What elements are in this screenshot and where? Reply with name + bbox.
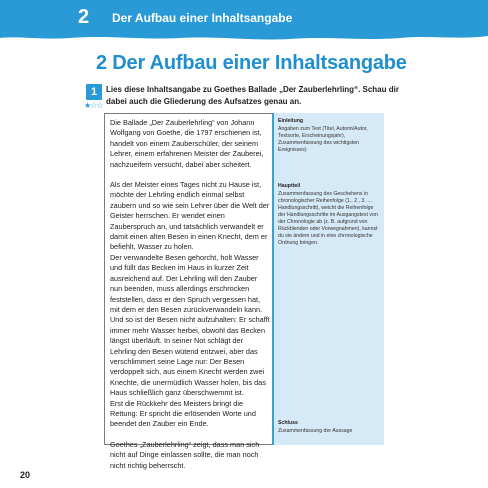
note-hauptteil: Zusammenfassung des Geschehens in chronologischer Reihenfolge (1., 2., 3. … Handlungsschritt), weicht die Reihenfolge der Handlungsschritte im Ausgangstext von der Chronologie ab (z. B. aufgrund von Rückblenden oder Vorwegnahmen), kannst du sie ändern und in eine chronologische Ordnung bringen. — [278, 191, 378, 246]
structure-sidebar — [272, 113, 384, 445]
summary-body-2: Der verwandelte Besen gehorcht, holt Wasser und füllt das Becken im Haus in kurzer Zeit ausreichend auf. Der Lehrling will den Zauber nun beenden, muss allerdings erschrocken feststellen, dass er den Spruch vergessen hat, mit dem er den Besen zurückverwandeln kann. Und so ist der Besen nicht aufzuhalten: Er schafft immer mehr Wasser herbei, obwohl das Becken längst überläuft. In seiner Not schlägt der Lehrling den Besen wütend entzwei, aber das verschlimmert seine Lage nur: Der Besen verdoppelt sich, aus einem Knecht werden zwei Knechte, die unermüdlich Wasser holen, bis das Haus schließlich ganz überschwemmt ist. — [110, 252, 270, 398]
note-schluss: Zusammenfassung der Aussage — [278, 428, 353, 434]
chapter-header-band — [0, 0, 488, 36]
summary-conclusion: Goethes „Zauberlehrling“ zeigt, dass man sich nicht auf Dinge einlassen sollte, die man noch nicht richtig beherrscht. — [110, 439, 260, 470]
chapter-number: 2 — [78, 6, 90, 28]
chapter-title: Der Aufbau einer Inhaltsangabe — [112, 11, 293, 25]
summary-intro: Die Ballade „Der Zauberlehrling“ von Johann Wolfgang von Goethe, die 1797 erschienen ist, handelt von einem Zauberschüler, der seinem Lehrer, einem erfahrenen Meister der Zauberei, nachzueifern versucht, dabei aber scheitert. — [110, 118, 264, 169]
page-number: 20 — [20, 470, 31, 480]
difficulty-stars: ★☆☆ — [84, 101, 103, 110]
summary-body-3: Erst die Rückkehr des Meisters bringt die Rettung: Er spricht die erlösenden Worte und beendet den Zauber ein Ende. — [110, 398, 256, 429]
header-brush-edge — [0, 33, 488, 41]
summary-text — [110, 118, 270, 481]
summary-body-1: Als der Meister eines Tages nicht zu Hause ist, möchte der Lehrling endlich einmal selbst zaubern und so wie sein Lehrer über die Welt der Geister herrschen. Er wendet einen Zauberspruch an, und tatsächlich verwandelt er damit einen alten Besen in einen Knecht, dem er befiehlt, Wasser zu holen. — [110, 180, 270, 252]
label-einleitung: Einleitung — [278, 118, 304, 124]
task-instruction: Lies diese Inhaltsangabe zu Goethes Ballade „Der Zauberlehrling“. Schau dir dabei auch die Gliederung des Aufsatzes genau an. — [106, 85, 399, 106]
label-hauptteil: Hauptteil — [278, 183, 301, 189]
note-einleitung: Angaben zum Text (Titel, Autorin/Autor, Textsorte, Erscheinungsjahr), Zusammenfassung des wichtigsten Ereignisses) — [278, 126, 368, 153]
label-schluss: Schluss — [278, 420, 298, 426]
task-number-badge: 1 — [86, 84, 102, 100]
page-heading: 2 Der Aufbau einer Inhaltsangabe — [96, 52, 407, 74]
